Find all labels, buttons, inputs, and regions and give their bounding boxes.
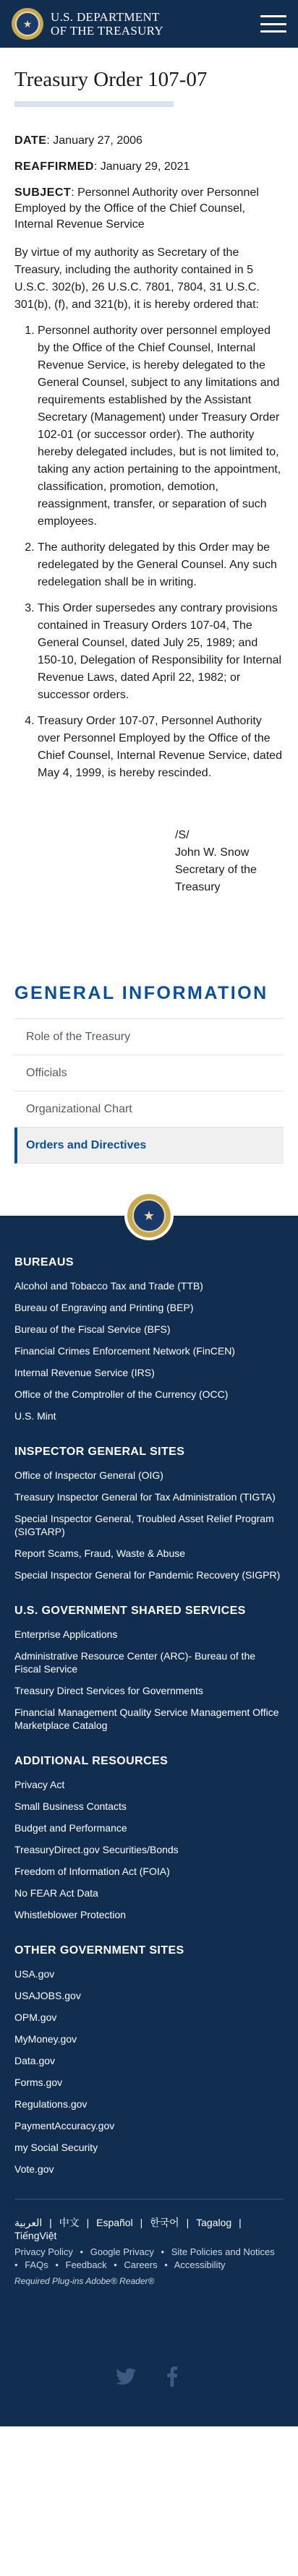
lang-separator: | xyxy=(49,2217,52,2228)
subject-label: SUBJECT xyxy=(14,186,72,199)
lang-korean[interactable]: 한국어 xyxy=(150,2217,179,2228)
nav-orders-and-directives[interactable]: Orders and Directives xyxy=(14,1128,284,1164)
privacy-policy-link[interactable]: Privacy Policy xyxy=(14,2246,73,2257)
nav-role-of-treasury[interactable]: Role of the Treasury xyxy=(14,1019,284,1055)
footer-link[interactable]: my Social Security xyxy=(14,2142,98,2153)
signature-mark: /S/ xyxy=(175,829,190,841)
signature-block xyxy=(175,827,284,896)
reaffirmed-label: REAFFIRMED xyxy=(14,160,94,173)
footer-link[interactable]: OPM.gov xyxy=(14,2012,57,2023)
lang-spanish[interactable]: Español xyxy=(96,2217,133,2228)
intro-paragraph: By virtue of my authority as Secretary of the Treasury, including the authority contained in 5 U.S.C. 302(b), 26 U.S.C. 7801, 7804, 31 U.S.C. 301(b), (f), and 321(b), it is hereby ordered that: xyxy=(14,246,260,311)
footer-link[interactable]: U.S. Mint xyxy=(14,1410,56,1422)
footer-link[interactable]: Office of the Comptroller of the Currency (OCC) xyxy=(14,1388,229,1400)
footer-link[interactable]: Special Inspector General, Troubled Asset Relief Program (SIGTARP) xyxy=(14,1513,274,1537)
footer-link[interactable]: Data.gov xyxy=(14,2055,56,2066)
careers-link[interactable]: Careers xyxy=(124,2259,158,2270)
footer-link[interactable]: No FEAR Act Data xyxy=(14,1887,98,1899)
footer-link[interactable]: Privacy Act xyxy=(14,1779,65,1790)
general-information-nav xyxy=(14,1018,284,1164)
date-line xyxy=(14,133,284,149)
treasury-seal-icon[interactable]: ★ xyxy=(12,8,43,40)
twitter-icon[interactable] xyxy=(115,2366,137,2387)
order-item: 2. The authority delegated by this Order may be redelegated by the General Counsel. Any such redelegation shall be in writing. xyxy=(38,539,284,591)
footer-link[interactable]: Internal Revenue Service (IRS) xyxy=(14,1367,155,1378)
site-footer xyxy=(0,1208,298,2426)
language-links xyxy=(14,2210,284,2241)
footer-additional-resources xyxy=(14,1755,284,1925)
footer-link[interactable]: USA.gov xyxy=(14,1968,55,1980)
footer-link[interactable]: Financial Management Quality Service Management Office Marketplace Catalog xyxy=(14,1706,279,1731)
footer-link[interactable]: Forms.gov xyxy=(14,2077,63,2088)
footer-link[interactable]: Treasury Inspector General for Tax Administration (TIGTA) xyxy=(14,1491,276,1503)
policy-separator: • xyxy=(114,2259,117,2270)
footer-bureaus xyxy=(14,1256,284,1427)
subject-value: : Personnel Authority over Personnel Employed by the Office of the Chief Counsel, Internal Revenue Service xyxy=(14,186,259,231)
google-privacy-link[interactable]: Google Privacy xyxy=(90,2246,154,2257)
policy-separator: • xyxy=(14,2259,18,2270)
page-title: Treasury Order 107-07 xyxy=(14,68,208,91)
policy-separator: • xyxy=(80,2246,84,2257)
order-item: 3. This Order supersedes any contrary provisions contained in Treasury Orders 107-04, The General Counsel, dated July 25, 1989; and 150-10, Delegation of Responsibility for Internal Revenue Laws, dated April 22, 1982; or successor orders. xyxy=(38,600,284,704)
nav-organizational-chart[interactable]: Organizational Chart xyxy=(14,1091,284,1128)
reaffirmed-line xyxy=(14,159,284,175)
main-content xyxy=(0,48,298,1164)
footer-link[interactable]: PaymentAccuracy.gov xyxy=(14,2120,115,2131)
required-plugins[interactable]: Required Plug-ins Adobe® Reader® xyxy=(14,2276,155,2286)
footer-heading: BUREAUS xyxy=(14,1256,74,1268)
reaffirmed-value: : January 29, 2021 xyxy=(93,160,190,173)
policy-separator: • xyxy=(164,2259,168,2270)
order-item: 4. Treasury Order 107-07, Personnel Authority over Personnel Employed by the Office of the Chief Counsel, Internal Revenue Service, dated May 4, 1999, is hereby rescinded. xyxy=(38,713,284,782)
site-header xyxy=(0,0,298,48)
site-policies-link[interactable]: Site Policies and Notices xyxy=(171,2246,275,2257)
footer-link[interactable]: Office of Inspector General (OIG) xyxy=(14,1469,163,1481)
footer-link[interactable]: Bureau of Engraving and Printing (BEP) xyxy=(14,1302,194,1313)
general-information-heading: GENERAL INFORMATION xyxy=(14,983,268,1003)
policy-separator: • xyxy=(161,2246,165,2257)
footer-link[interactable]: Special Inspector General for Pandemic Recovery (SIGPR) xyxy=(14,1569,281,1581)
subject-line xyxy=(14,185,284,233)
footer-link[interactable]: Enterprise Applications xyxy=(14,1628,118,1640)
footer-link[interactable]: Alcohol and Tobacco Tax and Trade (TTB) xyxy=(14,1280,203,1292)
site-title-line2: OF THE TREASURY xyxy=(51,24,163,38)
footer-link[interactable]: Regulations.gov xyxy=(14,2098,88,2110)
faqs-link[interactable]: FAQs xyxy=(25,2259,48,2270)
nav-officials[interactable]: Officials xyxy=(14,1055,284,1091)
footer-link[interactable]: Vote.gov xyxy=(14,2163,54,2175)
footer-inspector-general xyxy=(14,1446,284,1586)
footer-heading: INSPECTOR GENERAL SITES xyxy=(14,1446,185,1458)
lang-arabic[interactable]: العربية xyxy=(14,2217,43,2228)
lang-separator: | xyxy=(186,2217,190,2228)
lang-tagalog[interactable]: Tagalog xyxy=(196,2217,232,2228)
footer-link[interactable]: Freedom of Information Act (FOIA) xyxy=(14,1866,170,1877)
menu-icon[interactable] xyxy=(260,15,286,33)
policy-links xyxy=(14,2246,284,2272)
footer-link[interactable]: MyMoney.gov xyxy=(14,2033,77,2045)
footer-link[interactable]: USAJOBS.gov xyxy=(14,1990,81,2001)
signer-title-line2: Treasury xyxy=(175,881,221,893)
footer-link[interactable]: TreasuryDirect.gov Securities/Bonds xyxy=(14,1844,179,1855)
footer-link[interactable]: Small Business Contacts xyxy=(14,1800,127,1812)
footer-link[interactable]: Administrative Resource Center (ARC)- Bureau of the Fiscal Service xyxy=(14,1650,256,1675)
footer-link[interactable]: Bureau of the Fiscal Service (BFS) xyxy=(14,1323,171,1335)
site-title-line1: U.S. DEPARTMENT xyxy=(51,10,160,24)
lang-separator: | xyxy=(239,2217,242,2228)
title-underline xyxy=(14,101,174,107)
footer-other-government-sites xyxy=(14,1944,284,2180)
footer-heading: OTHER GOVERNMENT SITES xyxy=(14,1944,184,1957)
footer-link[interactable]: Treasury Direct Services for Governments xyxy=(14,1685,203,1696)
date-value: : January 27, 2006 xyxy=(46,134,142,147)
signer-title-line1: Secretary of the xyxy=(175,864,257,876)
feedback-link[interactable]: Feedback xyxy=(65,2259,107,2270)
lang-separator: | xyxy=(140,2217,143,2228)
lang-vietnamese[interactable]: TiếngViệt xyxy=(14,2230,57,2241)
accessibility-link[interactable]: Accessibility xyxy=(174,2259,226,2270)
policy-separator: • xyxy=(55,2259,59,2270)
order-items xyxy=(14,322,284,782)
facebook-icon[interactable] xyxy=(161,2366,183,2387)
order-item: 1. Personnel authority over personnel employed by the Office of the Chief Counsel, Internal Revenue Service, is hereby delegated to the General Counsel, subject to any limitations and requirements established by the Assistant Secretary (Management) under Treasury Order 102-01 (or successor order). The authority hereby delegated includes, but is not limited to, taking any action pertaining to the appointment, classification, promotion, demotion, reassignment, transfer, or separation of such employees. xyxy=(38,322,284,531)
social-links xyxy=(14,2286,284,2426)
signer-name: John W. Snow xyxy=(175,846,250,859)
footer-link[interactable]: Report Scams, Fraud, Waste & Abuse xyxy=(14,1547,186,1559)
footer-shared-services xyxy=(14,1605,284,1736)
footer-link[interactable]: Financial Crimes Enforcement Network (FinCEN) xyxy=(14,1345,235,1357)
footer-heading: U.S. GOVERNMENT SHARED SERVICES xyxy=(14,1605,246,1617)
lang-separator: | xyxy=(86,2217,90,2228)
footer-seal-icon[interactable]: ★ xyxy=(124,1191,174,1240)
lang-chinese[interactable]: 中文 xyxy=(59,2217,80,2228)
footer-link[interactable]: Whistleblower Protection xyxy=(14,1909,127,1920)
footer-link[interactable]: Budget and Performance xyxy=(14,1822,127,1834)
footer-heading: ADDITIONAL RESOURCES xyxy=(14,1755,169,1767)
site-title[interactable] xyxy=(51,10,163,38)
date-label: DATE xyxy=(14,134,47,147)
